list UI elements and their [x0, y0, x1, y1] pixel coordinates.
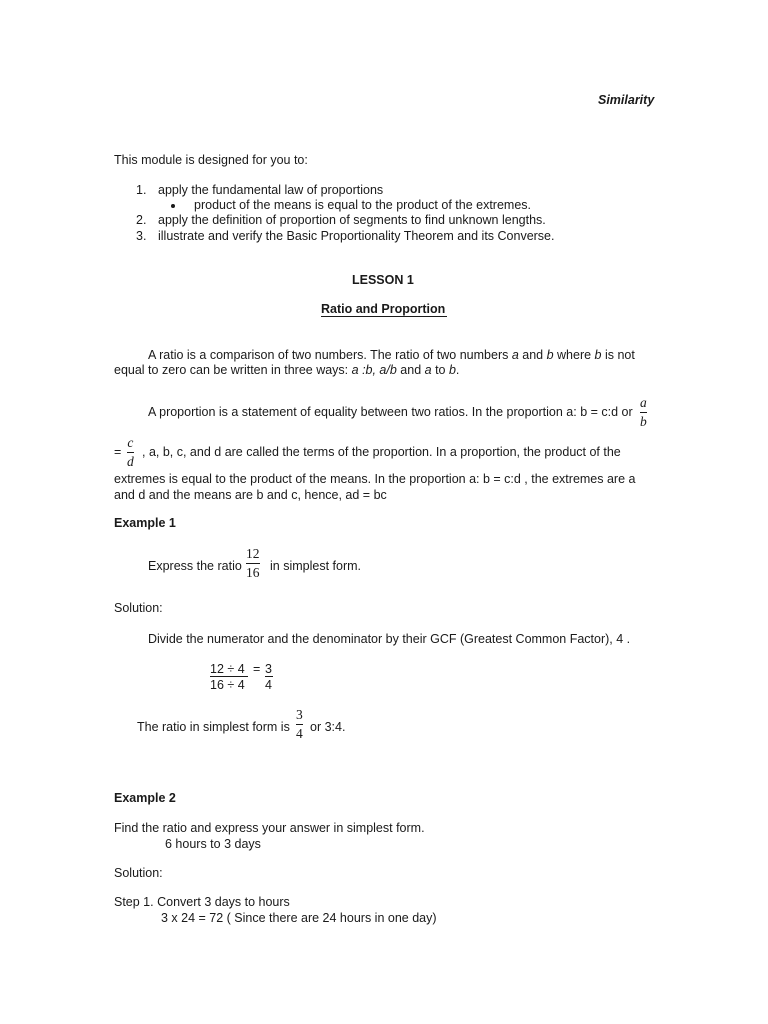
proportion-paragraph-line-3: extremes is equal to the product of the means. In the proportion a: b = c:d , the extremes are a: [114, 472, 636, 486]
list-item: illustrate and verify the Basic Proportionality Theorem and its Converse.: [158, 229, 555, 243]
lesson-title: Ratio and Proportion: [321, 302, 446, 316]
result-denominator: 4: [265, 678, 272, 692]
list-item: apply the fundamental law of proportions: [158, 183, 384, 197]
example-1-heading: Example 1: [114, 516, 176, 530]
title-underline: [321, 316, 447, 317]
proportion-paragraph-line-2: , a, b, c, and d are called the terms of the proportion. In a proportion, the product of the: [142, 445, 621, 459]
express-ratio-text: Express the ratio: [148, 559, 242, 573]
calc-fraction-bar: [210, 676, 248, 677]
page-title: Similarity: [598, 93, 655, 107]
step-1-calculation: 3 x 24 = 72 ( Since there are 24 hours in one day): [161, 911, 437, 925]
list-item-number: 1.: [136, 183, 147, 197]
fraction-a-over-b: a b: [640, 395, 647, 430]
list-item: apply the definition of proportion of segments to find unknown lengths.: [158, 213, 546, 227]
calc-equals: =: [253, 662, 261, 676]
lesson-label: LESSON 1: [352, 273, 414, 287]
fraction-3-over-4: 3 4: [296, 707, 303, 742]
ratio-answer-text: or 3:4.: [310, 720, 346, 734]
step-1-text: Step 1. Convert 3 days to hours: [114, 895, 290, 909]
list-item-number: 3.: [136, 229, 147, 243]
divide-instruction: Divide the numerator and the denominator by their GCF (Greatest Common Factor), 4 .: [148, 632, 631, 646]
proportion-paragraph-line-1: A proportion is a statement of equality between two ratios. In the proportion a: b = c:d or: [148, 405, 633, 419]
find-ratio-instruction: Find the ratio and express your answer in simplest form.: [114, 821, 425, 835]
bullet-icon: [171, 204, 175, 208]
result-fraction-bar: [265, 676, 273, 677]
solution-label: Solution:: [114, 601, 163, 615]
equals-sign: =: [114, 445, 122, 459]
proportion-paragraph-line-4: and d and the means are b and c, hence, ad = bc: [114, 488, 387, 502]
fraction-c-over-d: c d: [127, 435, 134, 470]
example-2-heading: Example 2: [114, 791, 176, 805]
sub-list-item: product of the means is equal to the product of the extremes.: [194, 198, 531, 212]
simplest-form-result-text: The ratio in simplest form is: [137, 720, 290, 734]
ratio-paragraph-line-1: A ratio is a comparison of two numbers. The ratio of two numbers a and b where b is not: [148, 348, 635, 362]
intro-lead: This module is designed for you to:: [114, 153, 308, 167]
simplest-form-text: in simplest form.: [270, 559, 361, 573]
given-quantities: 6 hours to 3 days: [165, 837, 261, 851]
fraction-12-over-16: 12 16: [246, 546, 260, 581]
ratio-paragraph-line-2: equal to zero can be written in three ways: a :b, a/b and a to b.: [114, 363, 460, 377]
solution-label-2: Solution:: [114, 866, 163, 880]
result-numerator: 3: [265, 662, 272, 676]
list-item-number: 2.: [136, 213, 147, 227]
calc-numerator: 12 ÷ 4: [210, 662, 245, 676]
calc-denominator: 16 ÷ 4: [210, 678, 245, 692]
